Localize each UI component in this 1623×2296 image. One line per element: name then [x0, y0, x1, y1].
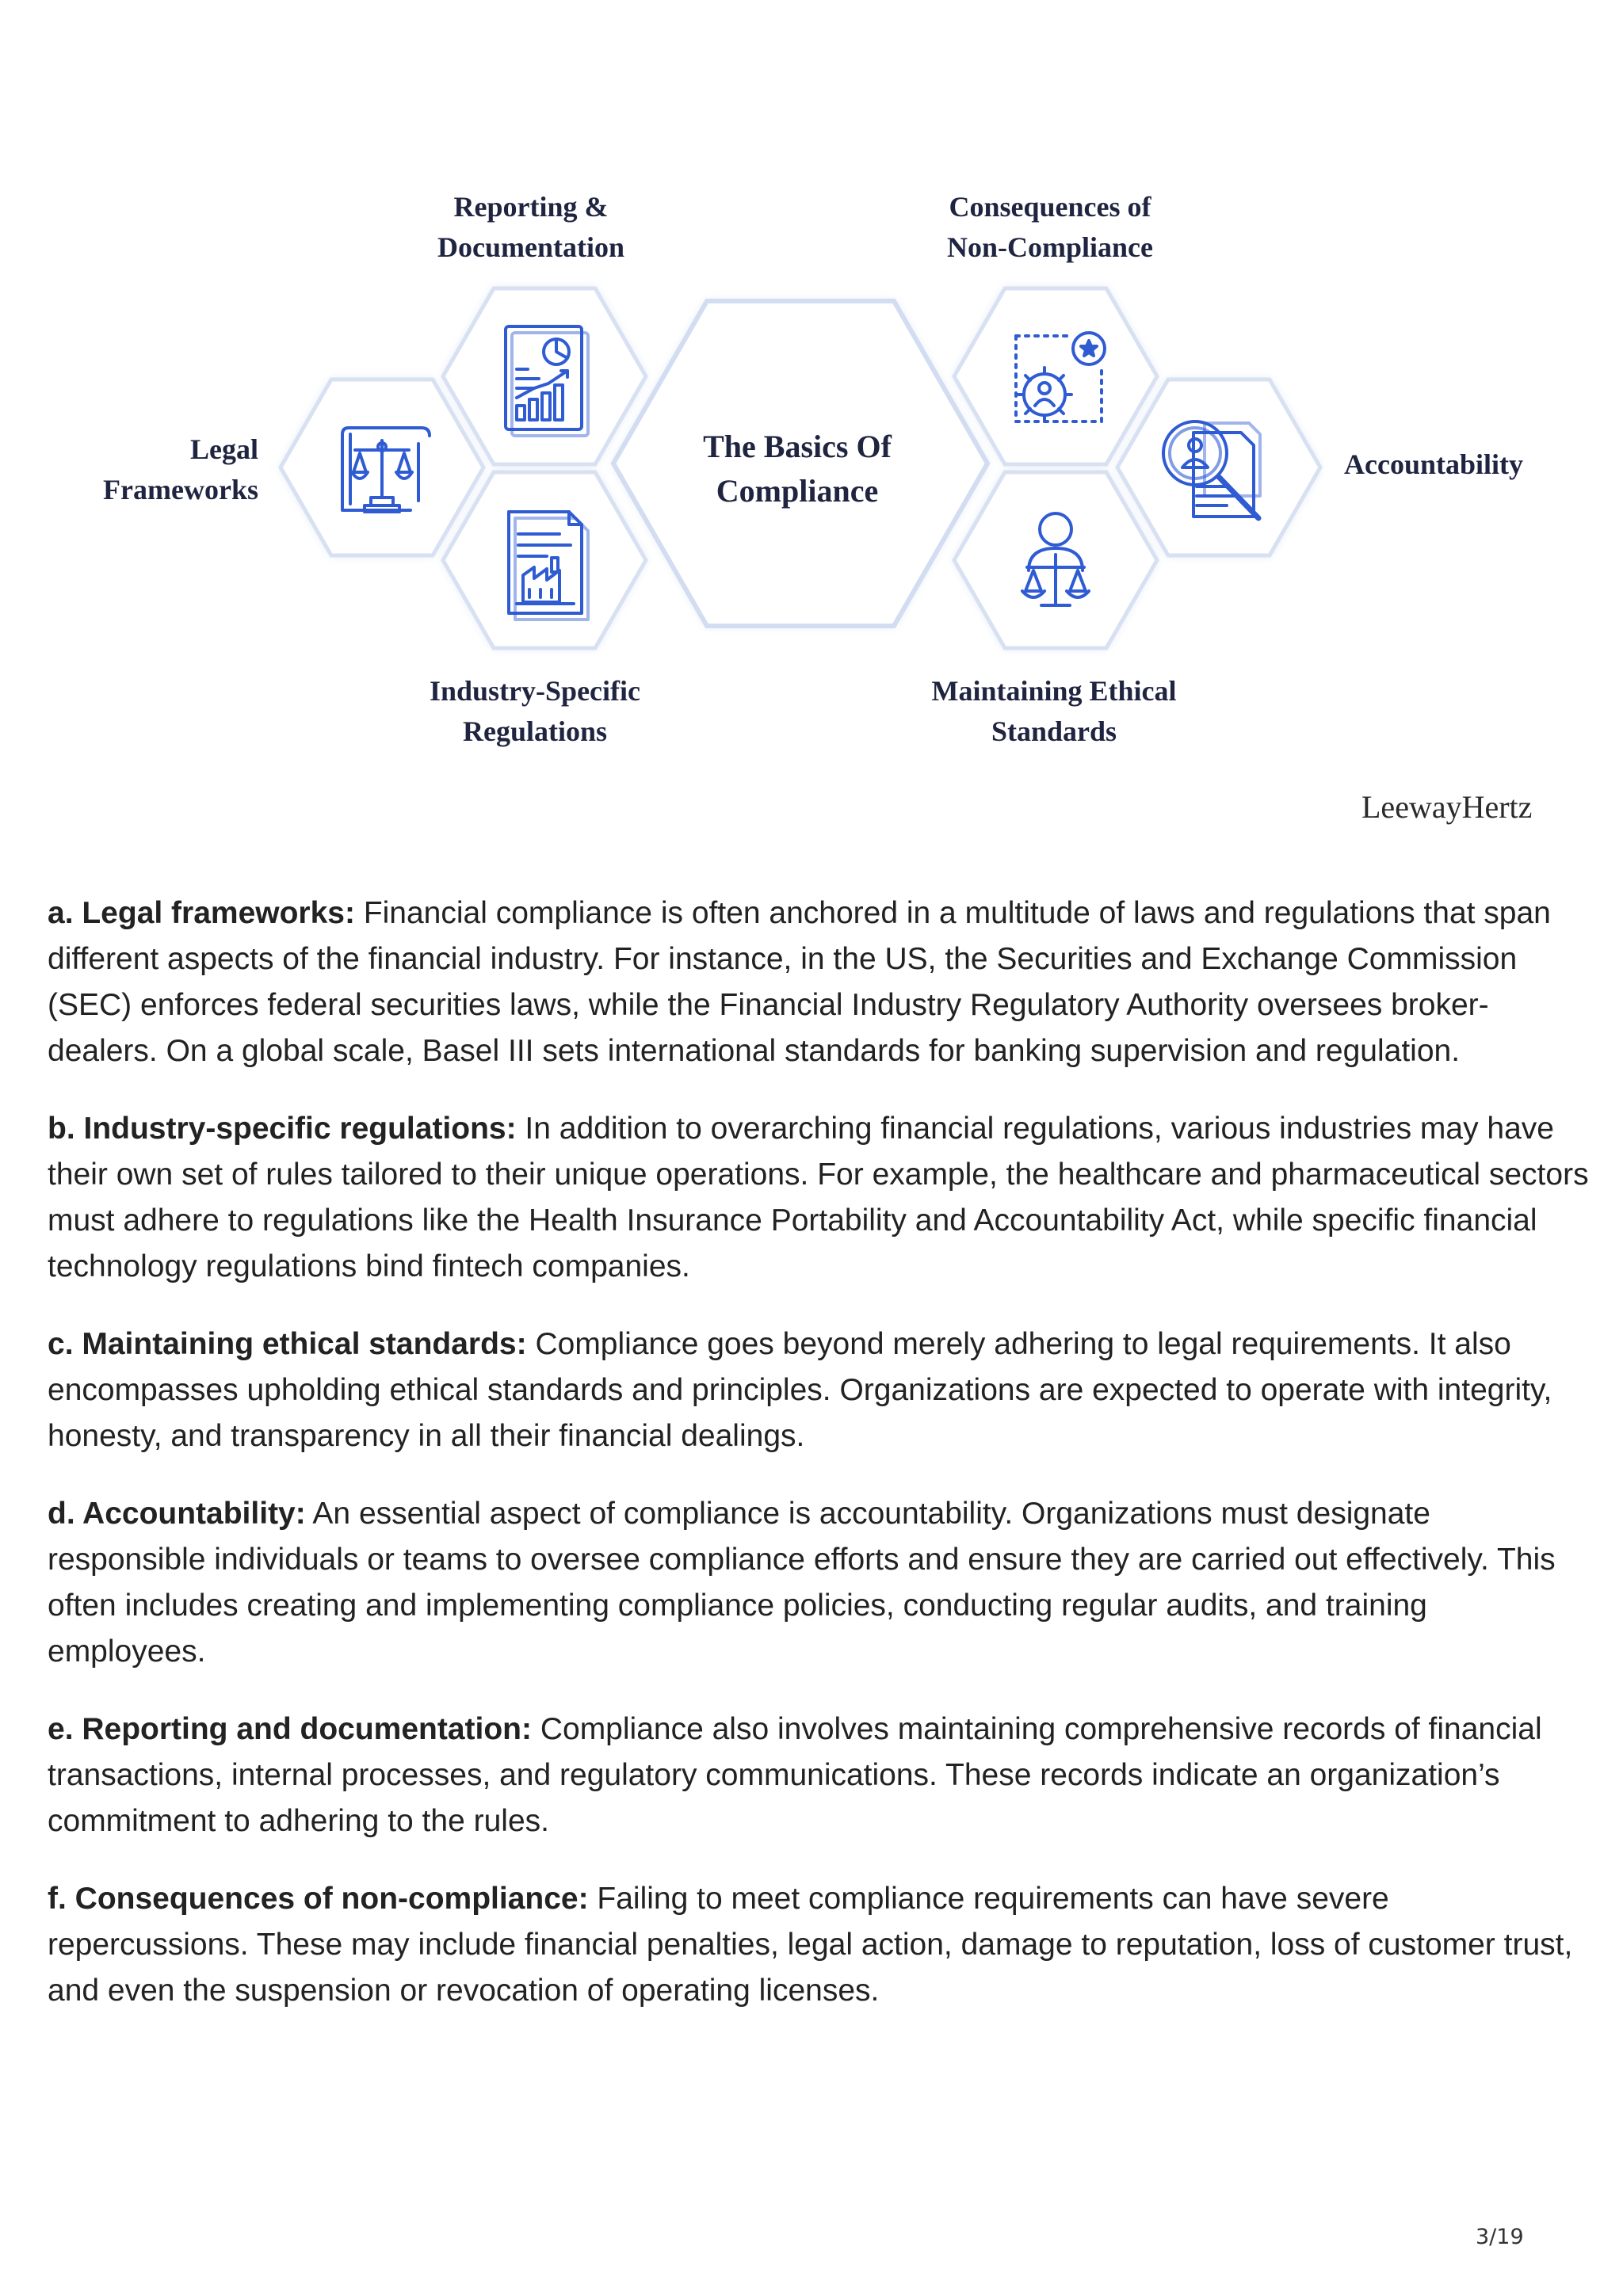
article-body [48, 891, 1593, 2046]
section-heading: f. Consequences of non-compliance: [48, 1882, 589, 1916]
section-accountability [48, 1491, 1593, 1675]
section-body: Compliance also involves maintaining comprehensive records of financial transactions, internal processes, and regulatory communications. These records indicate an organization’s commitment to adhering to the rules. [48, 1712, 1542, 1838]
hexagon-accountability [1117, 379, 1320, 555]
page-number: 3/19 [1476, 2225, 1524, 2249]
label-legal: Legal Frameworks [103, 433, 258, 505]
section-body: In addition to overarching financial regulations, various industries may have their own set of rules tailored to their unique operations. For example, the healthcare and pharmaceutical sectors must adhere to regulations like the Health Insurance Portability and Accountability Act, while specific financial technology regulations bind fintech companies. [48, 1112, 1589, 1283]
brand-watermark: LeewayHertz [1361, 789, 1533, 825]
compliance-diagram [0, 0, 1623, 856]
label-accountability: Accountability [1344, 448, 1524, 480]
section-heading: e. Reporting and documentation: [48, 1712, 532, 1746]
section-reporting [48, 1707, 1593, 1844]
section-heading: b. Industry-specific regulations: [48, 1112, 517, 1146]
label-ethical: Maintaining Ethical Standards [931, 675, 1177, 747]
section-body: Failing to meet compliance requirements can have severe repercussions. These may include financial penalties, legal action, damage to reputation, loss of customer trust, and even the suspension or revocation of operating licenses. [48, 1882, 1573, 2008]
section-industry-regulations [48, 1106, 1593, 1290]
section-legal-frameworks [48, 891, 1593, 1074]
section-heading: c. Maintaining ethical standards: [48, 1327, 527, 1361]
section-ethical-standards [48, 1322, 1593, 1459]
section-body: An essential aspect of compliance is accountability. Organizations must designate responsible individuals or teams to oversee compliance efforts and ensure they are carried out effectively. This often includes creating and implementing compliance policies, conducting regular audits, and training employees. [48, 1497, 1556, 1669]
label-reporting: Reporting & Documentation [437, 191, 624, 263]
section-body: Financial compliance is often anchored in a multitude of laws and regulations that span different aspects of the financial industry. For instance, in the US, the Securities and Exchange Commission (SEC) enforces federal securities laws, while the Financial Industry Regulatory Authority oversees broker-dealers. On a global scale, Basel III sets international standards for banking supervision and regulation. [48, 896, 1551, 1068]
section-heading: d. Accountability: [48, 1497, 306, 1531]
label-consequences: Consequences of Non-Compliance [947, 191, 1153, 263]
hexagon-reporting [443, 288, 646, 464]
section-consequences [48, 1876, 1593, 2014]
section-heading: a. Legal frameworks: [48, 896, 355, 930]
label-industry: Industry-Specific Regulations [429, 675, 640, 747]
section-body: Compliance goes beyond merely adhering to legal requirements. It also encompasses upholding ethical standards and principles. Organizations are expected to operate with integrity, honesty, and transparency in all their financial dealings. [48, 1327, 1552, 1453]
diagram-center-title: The Basics Of Compliance [703, 429, 892, 509]
hexagon-industry [443, 472, 646, 648]
